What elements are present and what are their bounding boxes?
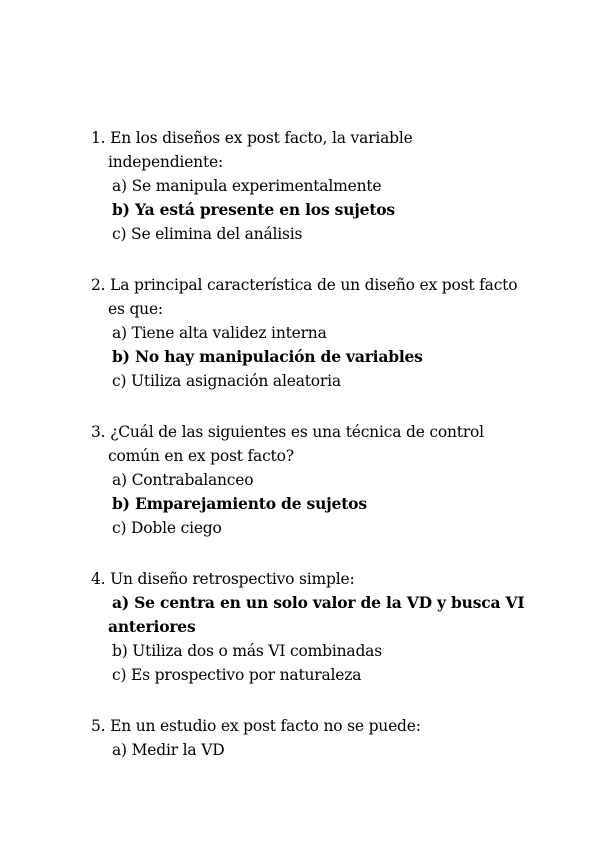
question-5 (91, 714, 531, 762)
question-1-number: 1. (91, 129, 106, 147)
question-5-number: 5. (91, 717, 106, 735)
question-3-number: 3. (91, 423, 106, 441)
question-5-stem (91, 714, 531, 738)
question-4-option-a-line-1: a) Se centra en un solo valor de la VD y busca VI (112, 593, 525, 612)
question-2-stem-line-2: es que: (108, 300, 163, 318)
question-4-option-c: c) Es prospectivo por naturaleza (112, 666, 362, 684)
question-1-option-c: c) Se elimina del análisis (112, 225, 303, 243)
question-2-number: 2. (91, 276, 106, 294)
question-1-stem-line-1: En los diseños ex post facto, la variable (110, 129, 413, 147)
question-4-option-a-line-2: anteriores (108, 617, 196, 636)
question-2-stem-line-1: La principal característica de un diseño ex post facto (110, 276, 518, 294)
question-1 (91, 126, 531, 246)
question-2 (91, 273, 531, 393)
question-2-stem (91, 273, 531, 297)
question-2-option-a: a) Tiene alta validez interna (112, 324, 327, 342)
question-3 (91, 420, 531, 540)
question-5-stem-line-1: En un estudio ex post facto no se puede: (110, 717, 421, 735)
question-4-stem-line-1: Un diseño retrospectivo simple: (110, 570, 355, 588)
question-3-stem-line-2: común en ex post facto? (108, 447, 294, 465)
question-3-stem (91, 420, 531, 444)
question-1-option-a: a) Se manipula experimentalmente (112, 177, 382, 195)
question-3-stem-line-1: ¿Cuál de las siguientes es una técnica de control (110, 423, 484, 441)
question-5-option-a: a) Medir la VD (112, 741, 225, 759)
question-4 (91, 567, 531, 687)
question-3-option-a: a) Contrabalanceo (112, 471, 254, 489)
question-1-option-b: b) Ya está presente en los sujetos (112, 200, 395, 219)
question-3-option-b: b) Emparejamiento de sujetos (112, 494, 367, 513)
question-4-option-b: b) Utiliza dos o más VI combinadas (112, 642, 382, 660)
question-2-option-b: b) No hay manipulación de variables (112, 347, 423, 366)
question-4-number: 4. (91, 570, 106, 588)
question-4-stem (91, 567, 531, 591)
question-1-stem-line-2: independiente: (108, 153, 223, 171)
question-3-option-c: c) Doble ciego (112, 519, 222, 537)
question-2-option-c: c) Utiliza asignación aleatoria (112, 372, 341, 390)
question-1-stem (91, 126, 531, 150)
